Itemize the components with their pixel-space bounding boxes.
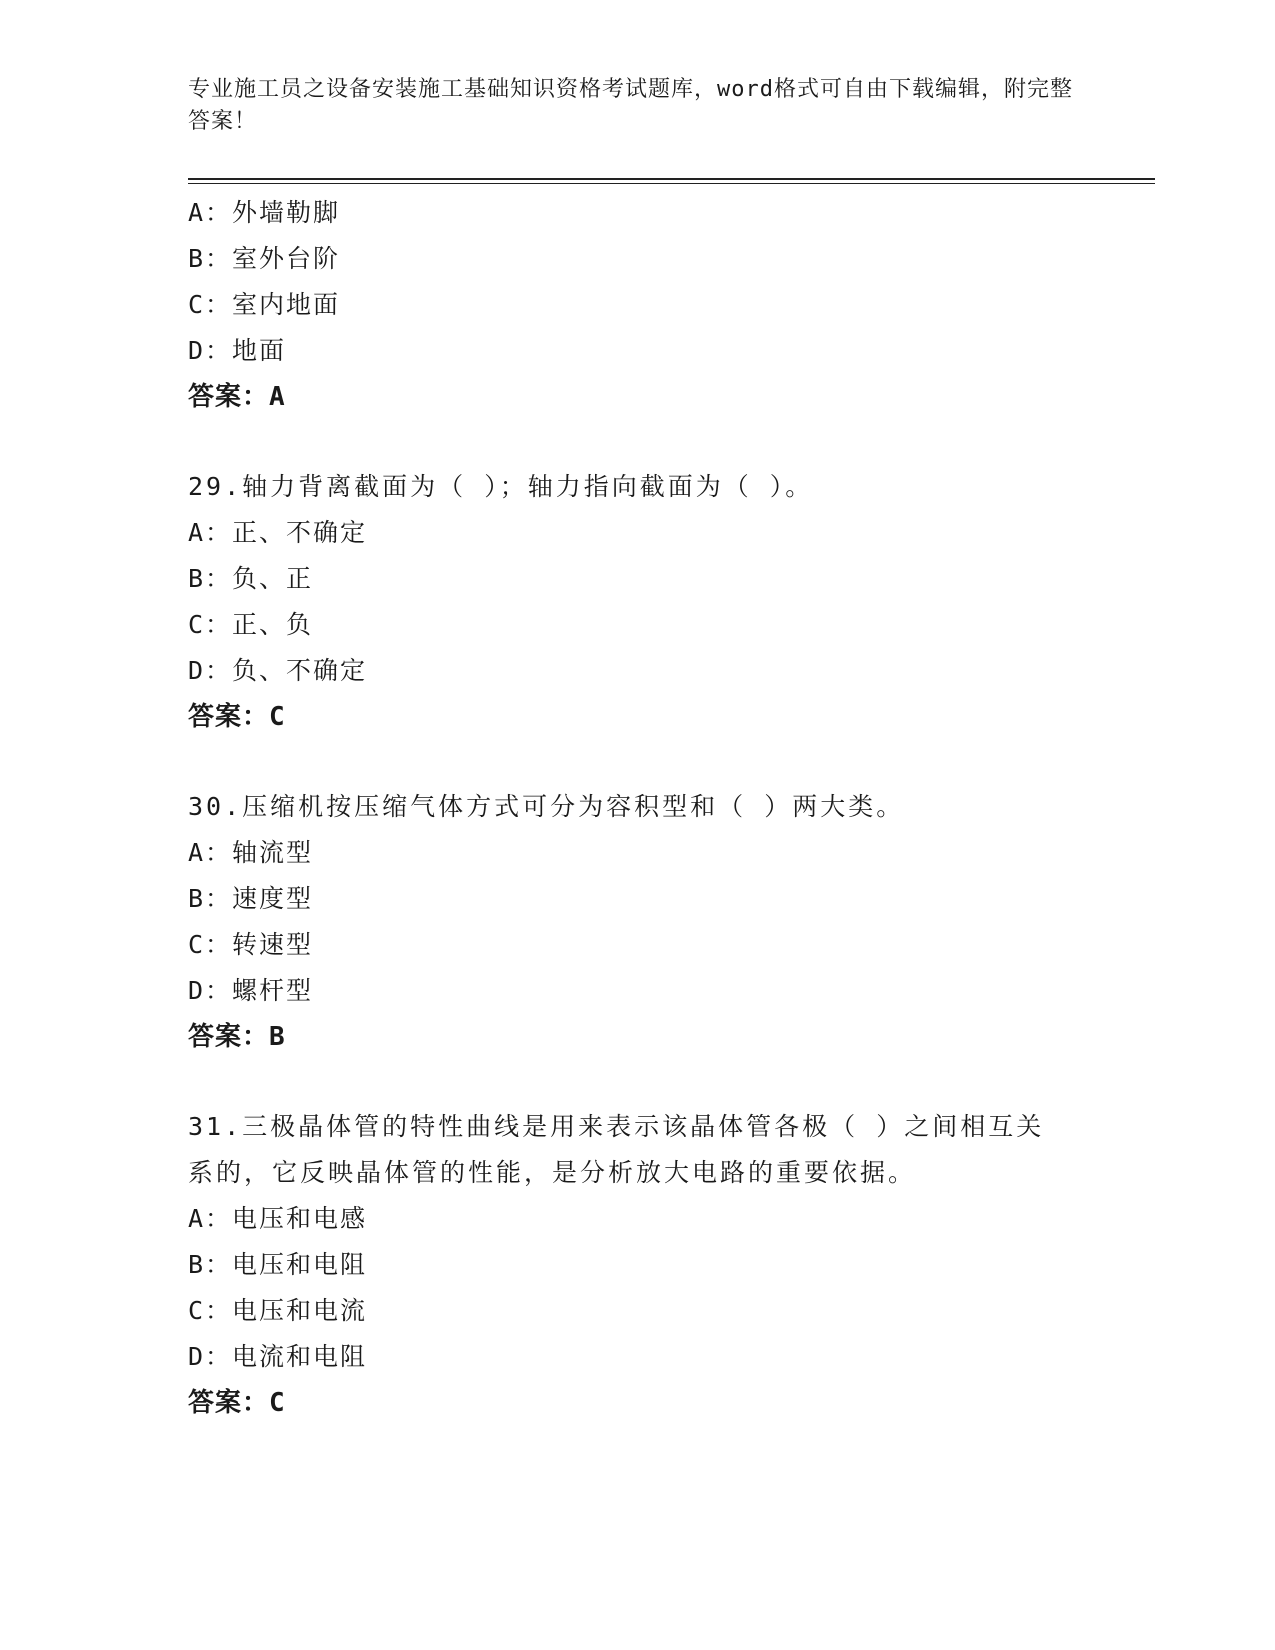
- spacer: [188, 740, 1088, 784]
- question-31: [188, 1104, 1088, 1426]
- answer: 答案：C: [188, 1388, 286, 1418]
- option-b: B：速度型: [188, 884, 314, 913]
- option-d: D：螺杆型: [188, 976, 314, 1005]
- question-text: 29.轴力背离截面为（ ）；轴力指向截面为（ ）。: [188, 472, 814, 501]
- option-d: D：负、不确定: [188, 656, 368, 685]
- question-text: 31.三极晶体管的特性曲线是用来表示该晶体管各极（ ）之间相互关系的，它反映晶体管的性能，是分析放大电路的重要依据。: [188, 1112, 1045, 1187]
- option-c: C：室内地面: [188, 290, 341, 319]
- option-b: B：室外台阶: [188, 244, 341, 273]
- document-header: 专业施工员之设备安装施工基础知识资格考试题库，word格式可自由下载编辑，附完整答案！: [188, 77, 1073, 134]
- question-29: [188, 464, 1088, 740]
- option-a: A：轴流型: [188, 838, 314, 867]
- question-list: [188, 190, 1088, 1426]
- option-b: B：电压和电阻: [188, 1250, 368, 1279]
- question-30: [188, 784, 1088, 1060]
- option-b: B：负、正: [188, 564, 314, 593]
- answer: 答案：C: [188, 702, 286, 732]
- option-c: C：电压和电流: [188, 1296, 368, 1325]
- option-d: D：地面: [188, 336, 287, 365]
- question-28: [188, 190, 1088, 420]
- answer: 答案：B: [188, 1022, 286, 1052]
- question-text: 30.压缩机按压缩气体方式可分为容积型和（ ）两大类。: [188, 792, 905, 821]
- answer: 答案：A: [188, 382, 286, 412]
- option-a: A：外墙勒脚: [188, 198, 341, 227]
- option-d: D：电流和电阻: [188, 1342, 368, 1371]
- header-divider-thick: [188, 178, 1155, 180]
- spacer: [188, 420, 1088, 464]
- spacer: [188, 1060, 1088, 1104]
- option-c: C：正、负: [188, 610, 314, 639]
- option-a: A：电压和电感: [188, 1204, 368, 1233]
- header-divider-thin: [188, 183, 1155, 184]
- option-c: C：转速型: [188, 930, 314, 959]
- option-a: A：正、不确定: [188, 518, 368, 547]
